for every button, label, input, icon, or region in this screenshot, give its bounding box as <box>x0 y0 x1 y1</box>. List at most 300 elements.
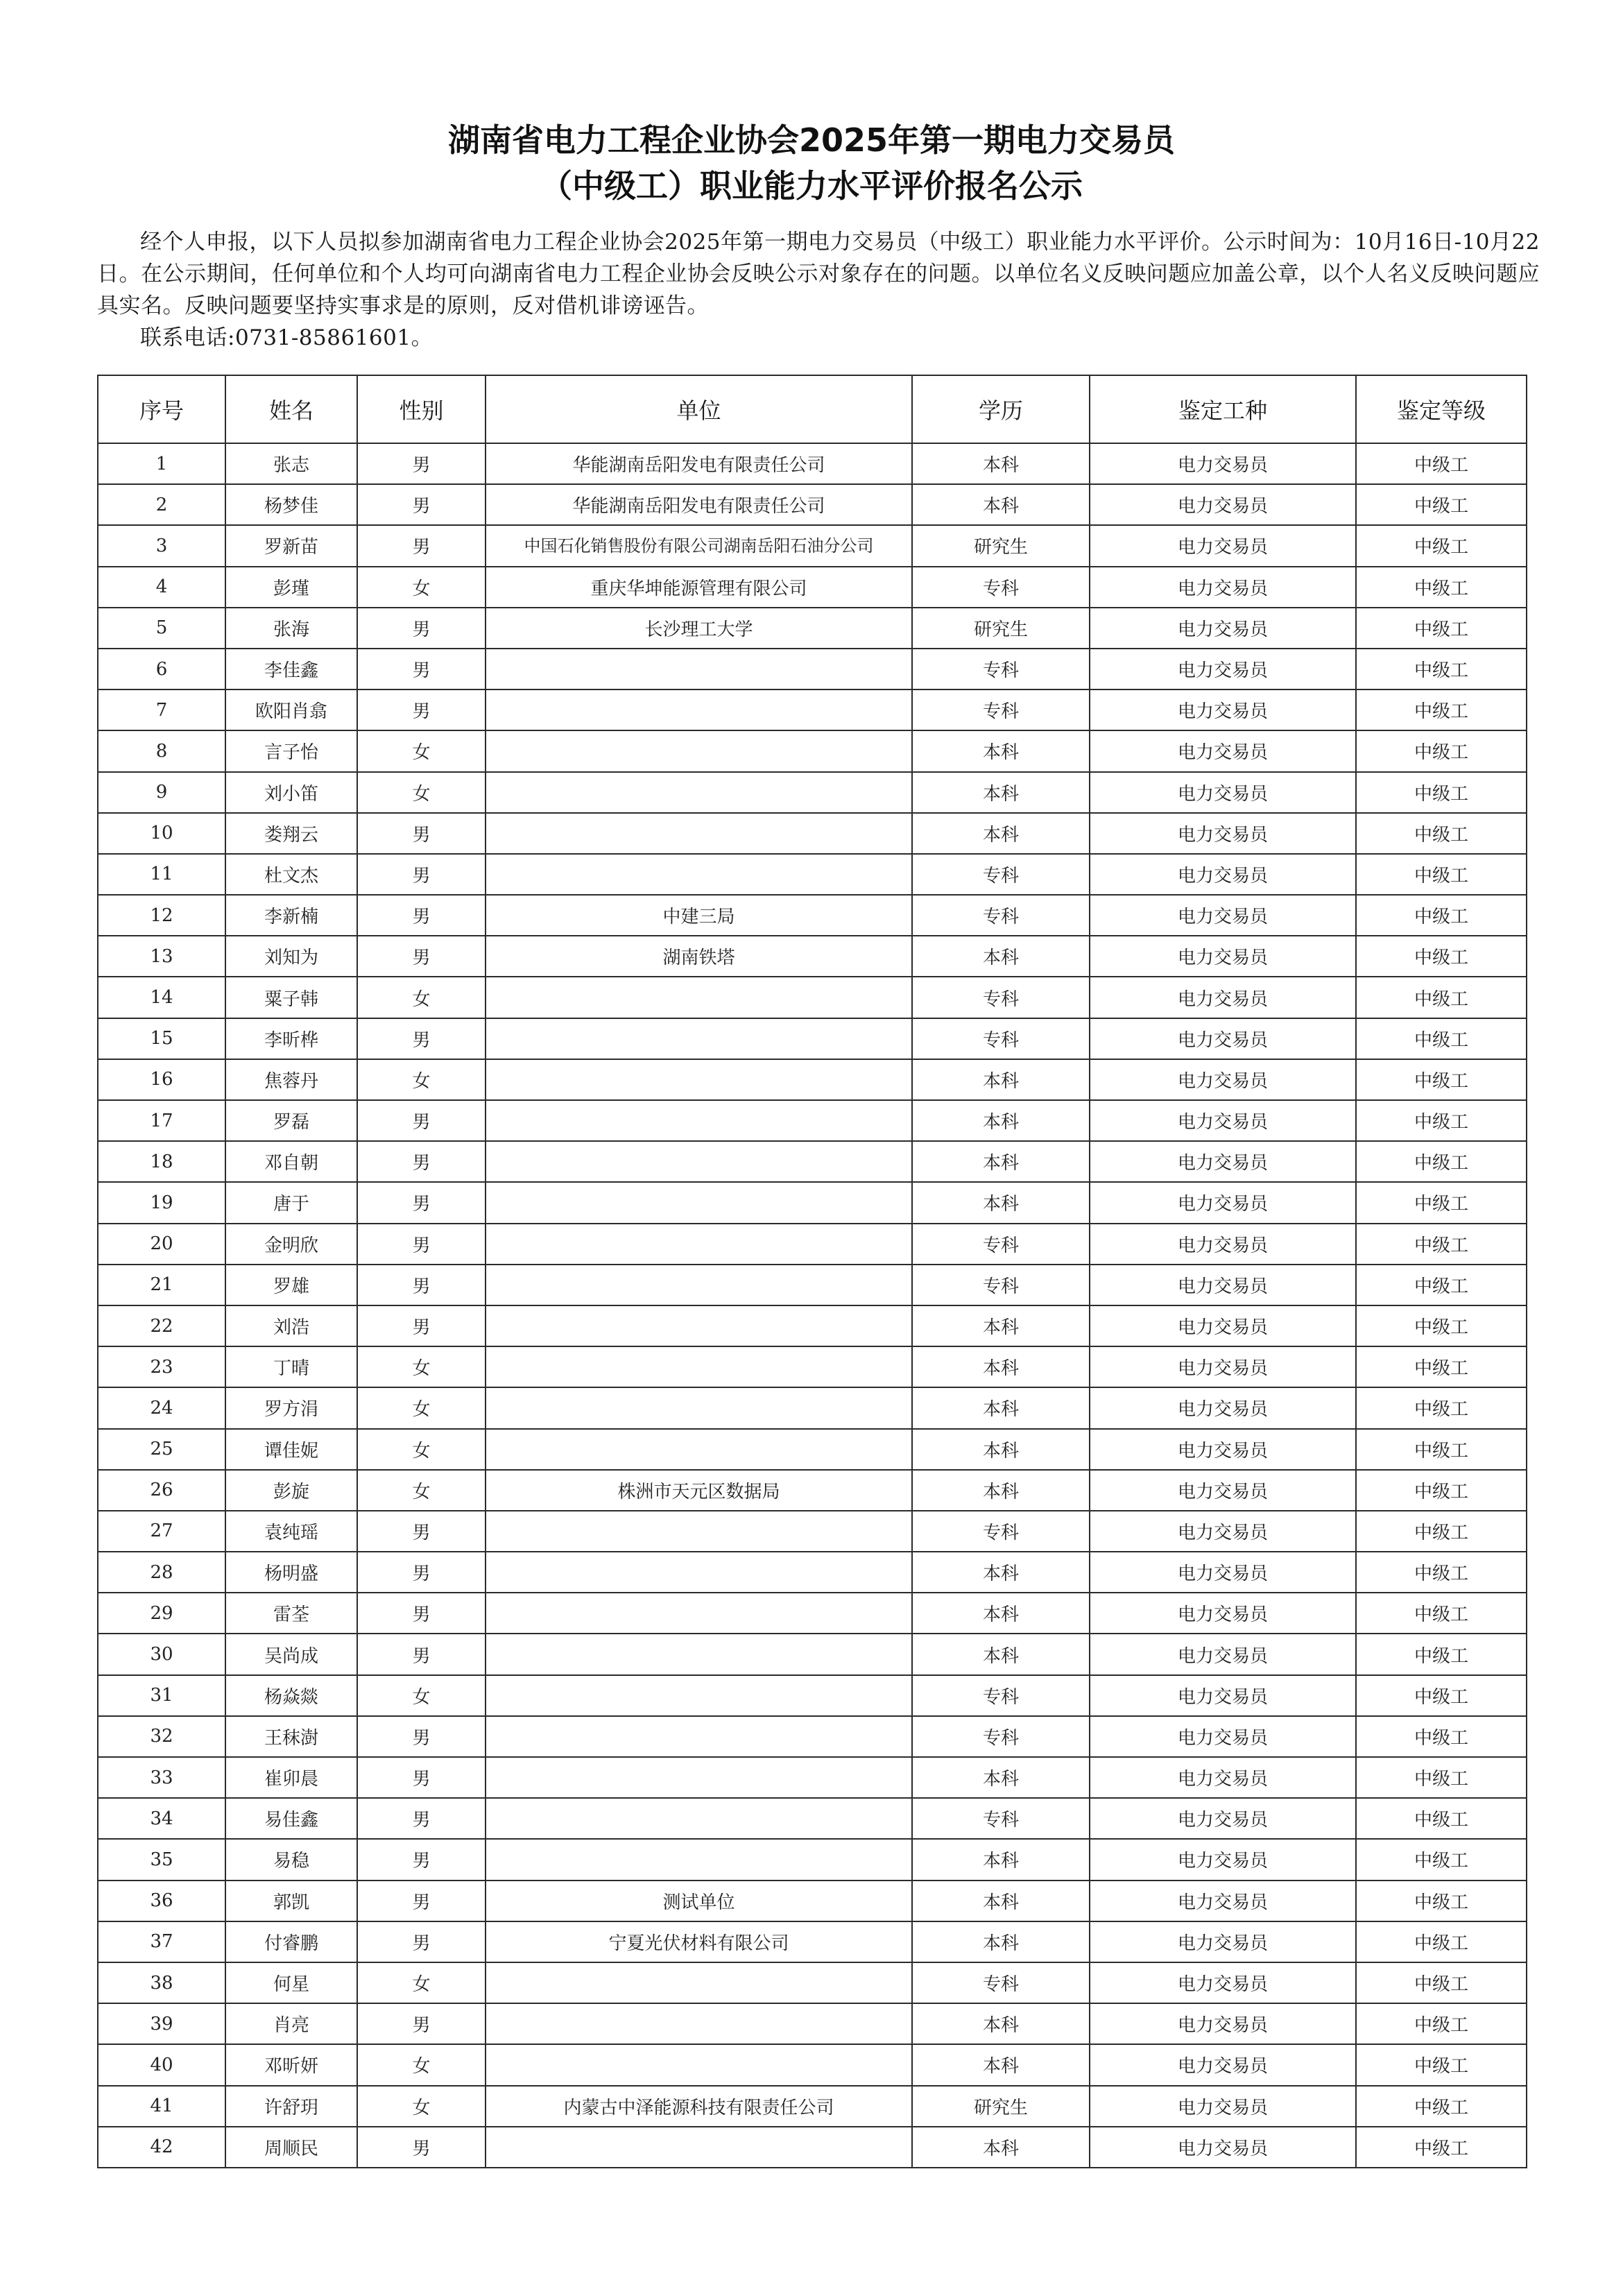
cell-name: 张志 <box>225 443 357 484</box>
cell-index: 27 <box>98 1511 225 1552</box>
cell-index: 2 <box>98 484 225 525</box>
cell-gender: 男 <box>357 608 486 649</box>
table-row <box>98 1757 1527 1798</box>
cell-name: 肖亮 <box>225 2003 357 2044</box>
cell-gender: 女 <box>357 772 486 813</box>
cell-name: 彭旋 <box>225 1470 357 1511</box>
cell-gender: 男 <box>357 1839 486 1880</box>
table-row <box>98 1182 1527 1223</box>
table-row <box>98 1100 1527 1141</box>
table-row <box>98 2044 1527 2085</box>
cell-gender: 男 <box>357 484 486 525</box>
cell-level: 中级工 <box>1356 567 1527 608</box>
cell-education: 研究生 <box>912 608 1090 649</box>
cell-gender: 男 <box>357 936 486 977</box>
table-row <box>98 1921 1527 1962</box>
cell-level: 中级工 <box>1356 1921 1527 1962</box>
cell-unit <box>486 1593 912 1634</box>
table-row <box>98 1716 1527 1757</box>
cell-name: 刘浩 <box>225 1305 357 1346</box>
cell-name: 彭瑾 <box>225 567 357 608</box>
cell-unit <box>486 1346 912 1387</box>
cell-education: 本科 <box>912 1059 1090 1100</box>
table-row <box>98 1141 1527 1182</box>
cell-level: 中级工 <box>1356 1716 1527 1757</box>
cell-gender: 男 <box>357 1511 486 1552</box>
cell-education: 本科 <box>912 730 1090 771</box>
cell-name: 崔卯晨 <box>225 1757 357 1798</box>
cell-name: 雷荃 <box>225 1593 357 1634</box>
cell-index: 14 <box>98 977 225 1018</box>
cell-level: 中级工 <box>1356 525 1527 566</box>
cell-name: 金明欣 <box>225 1224 357 1265</box>
cell-level: 中级工 <box>1356 730 1527 771</box>
header-name: 姓名 <box>225 375 357 443</box>
cell-gender: 女 <box>357 1387 486 1428</box>
cell-unit <box>486 1265 912 1305</box>
cell-job-type: 电力交易员 <box>1090 525 1356 566</box>
cell-education: 专科 <box>912 689 1090 730</box>
cell-job-type: 电力交易员 <box>1090 730 1356 771</box>
cell-education: 专科 <box>912 1511 1090 1552</box>
table-row <box>98 1962 1527 2003</box>
cell-unit <box>486 813 912 854</box>
cell-index: 10 <box>98 813 225 854</box>
cell-unit <box>486 854 912 895</box>
cell-gender: 男 <box>357 2127 486 2168</box>
cell-education: 本科 <box>912 1881 1090 1921</box>
cell-level: 中级工 <box>1356 608 1527 649</box>
cell-gender: 男 <box>357 649 486 689</box>
cell-unit <box>486 772 912 813</box>
cell-name: 袁纯瑶 <box>225 1511 357 1552</box>
cell-unit <box>486 1182 912 1223</box>
cell-index: 29 <box>98 1593 225 1634</box>
cell-job-type: 电力交易员 <box>1090 895 1356 936</box>
table-row <box>98 1429 1527 1470</box>
cell-unit <box>486 1757 912 1798</box>
cell-index: 19 <box>98 1182 225 1223</box>
table-row <box>98 1305 1527 1346</box>
cell-name: 易佳鑫 <box>225 1798 357 1839</box>
cell-education: 本科 <box>912 1305 1090 1346</box>
cell-level: 中级工 <box>1356 443 1527 484</box>
cell-gender: 女 <box>357 2044 486 2085</box>
cell-index: 17 <box>98 1100 225 1141</box>
cell-index: 26 <box>98 1470 225 1511</box>
cell-index: 12 <box>98 895 225 936</box>
cell-level: 中级工 <box>1356 484 1527 525</box>
cell-gender: 男 <box>357 1921 486 1962</box>
cell-education: 专科 <box>912 1798 1090 1839</box>
cell-index: 40 <box>98 2044 225 2085</box>
table-body <box>98 443 1527 2168</box>
table-row <box>98 649 1527 689</box>
cell-education: 专科 <box>912 1962 1090 2003</box>
table-row <box>98 1265 1527 1305</box>
cell-education: 本科 <box>912 1839 1090 1880</box>
cell-gender: 男 <box>357 1018 486 1059</box>
cell-level: 中级工 <box>1356 854 1527 895</box>
table-row <box>98 2127 1527 2168</box>
cell-education: 本科 <box>912 2127 1090 2168</box>
cell-job-type: 电力交易员 <box>1090 1387 1356 1428</box>
cell-index: 25 <box>98 1429 225 1470</box>
cell-unit: 华能湖南岳阳发电有限责任公司 <box>486 443 912 484</box>
cell-gender: 女 <box>357 1059 486 1100</box>
cell-gender: 男 <box>357 1757 486 1798</box>
cell-gender: 男 <box>357 854 486 895</box>
cell-gender: 男 <box>357 1593 486 1634</box>
cell-job-type: 电力交易员 <box>1090 1511 1356 1552</box>
cell-level: 中级工 <box>1356 977 1527 1018</box>
cell-job-type: 电力交易员 <box>1090 567 1356 608</box>
cell-level: 中级工 <box>1356 1962 1527 2003</box>
cell-name: 罗雄 <box>225 1265 357 1305</box>
cell-job-type: 电力交易员 <box>1090 1182 1356 1223</box>
cell-level: 中级工 <box>1356 649 1527 689</box>
table-row <box>98 1675 1527 1716</box>
cell-unit: 华能湖南岳阳发电有限责任公司 <box>486 484 912 525</box>
cell-index: 8 <box>98 730 225 771</box>
header-education: 学历 <box>912 375 1090 443</box>
cell-index: 6 <box>98 649 225 689</box>
cell-level: 中级工 <box>1356 1429 1527 1470</box>
cell-gender: 女 <box>357 1962 486 2003</box>
table-row <box>98 689 1527 730</box>
cell-level: 中级工 <box>1356 1141 1527 1182</box>
cell-index: 34 <box>98 1798 225 1839</box>
cell-education: 本科 <box>912 813 1090 854</box>
cell-unit <box>486 1675 912 1716</box>
cell-name: 杜文杰 <box>225 854 357 895</box>
cell-education: 本科 <box>912 443 1090 484</box>
table-row <box>98 1387 1527 1428</box>
cell-level: 中级工 <box>1356 2003 1527 2044</box>
cell-gender: 女 <box>357 1675 486 1716</box>
table-row <box>98 813 1527 854</box>
cell-index: 5 <box>98 608 225 649</box>
cell-job-type: 电力交易员 <box>1090 1429 1356 1470</box>
cell-index: 22 <box>98 1305 225 1346</box>
cell-index: 9 <box>98 772 225 813</box>
header-gender: 性别 <box>357 375 486 443</box>
cell-name: 欧阳肖翕 <box>225 689 357 730</box>
table-row <box>98 977 1527 1018</box>
cell-education: 专科 <box>912 977 1090 1018</box>
cell-gender: 女 <box>357 1346 486 1387</box>
cell-unit <box>486 1429 912 1470</box>
cell-level: 中级工 <box>1356 1265 1527 1305</box>
cell-unit <box>486 1059 912 1100</box>
table-row <box>98 525 1527 566</box>
cell-name: 言子怡 <box>225 730 357 771</box>
table-row <box>98 608 1527 649</box>
cell-level: 中级工 <box>1356 1675 1527 1716</box>
cell-level: 中级工 <box>1356 2086 1527 2127</box>
cell-job-type: 电力交易员 <box>1090 1716 1356 1757</box>
cell-index: 7 <box>98 689 225 730</box>
table-row <box>98 1059 1527 1100</box>
cell-level: 中级工 <box>1356 1224 1527 1265</box>
cell-name: 刘知为 <box>225 936 357 977</box>
cell-unit <box>486 2127 912 2168</box>
cell-education: 本科 <box>912 1100 1090 1141</box>
cell-unit <box>486 689 912 730</box>
cell-unit <box>486 1387 912 1428</box>
cell-unit <box>486 1839 912 1880</box>
table-row <box>98 1511 1527 1552</box>
cell-job-type: 电力交易员 <box>1090 1675 1356 1716</box>
cell-index: 23 <box>98 1346 225 1387</box>
cell-job-type: 电力交易员 <box>1090 1305 1356 1346</box>
cell-index: 20 <box>98 1224 225 1265</box>
cell-name: 罗新苗 <box>225 525 357 566</box>
cell-gender: 男 <box>357 689 486 730</box>
applicant-table <box>97 375 1527 2168</box>
cell-job-type: 电力交易员 <box>1090 2003 1356 2044</box>
document-title-line2: （中级工）职业能力水平评价报名公示 <box>540 167 1083 205</box>
cell-unit: 宁夏光伏材料有限公司 <box>486 1921 912 1962</box>
header-index: 序号 <box>98 375 225 443</box>
cell-education: 专科 <box>912 1018 1090 1059</box>
cell-level: 中级工 <box>1356 1757 1527 1798</box>
cell-unit <box>486 1018 912 1059</box>
table-row <box>98 772 1527 813</box>
table-row <box>98 1839 1527 1880</box>
cell-name: 何星 <box>225 1962 357 2003</box>
cell-gender: 男 <box>357 1552 486 1593</box>
cell-index: 30 <box>98 1634 225 1674</box>
cell-index: 15 <box>98 1018 225 1059</box>
cell-job-type: 电力交易员 <box>1090 936 1356 977</box>
cell-education: 研究生 <box>912 525 1090 566</box>
cell-education: 专科 <box>912 1716 1090 1757</box>
cell-education: 本科 <box>912 1387 1090 1428</box>
cell-name: 付睿鹏 <box>225 1921 357 1962</box>
cell-index: 16 <box>98 1059 225 1100</box>
cell-gender: 男 <box>357 1182 486 1223</box>
cell-level: 中级工 <box>1356 1881 1527 1921</box>
cell-index: 18 <box>98 1141 225 1182</box>
cell-level: 中级工 <box>1356 936 1527 977</box>
cell-gender: 男 <box>357 2003 486 2044</box>
cell-unit: 株洲市天元区数据局 <box>486 1470 912 1511</box>
cell-job-type: 电力交易员 <box>1090 1552 1356 1593</box>
cell-job-type: 电力交易员 <box>1090 1141 1356 1182</box>
cell-level: 中级工 <box>1356 1346 1527 1387</box>
cell-job-type: 电力交易员 <box>1090 2127 1356 2168</box>
cell-level: 中级工 <box>1356 1839 1527 1880</box>
table-row <box>98 730 1527 771</box>
table-row <box>98 1224 1527 1265</box>
cell-name: 粟子韩 <box>225 977 357 1018</box>
cell-level: 中级工 <box>1356 1387 1527 1428</box>
cell-education: 本科 <box>912 2044 1090 2085</box>
table-row <box>98 1018 1527 1059</box>
cell-unit: 中国石化销售股份有限公司湖南岳阳石油分公司 <box>486 525 912 566</box>
cell-job-type: 电力交易员 <box>1090 1798 1356 1839</box>
cell-job-type: 电力交易员 <box>1090 1265 1356 1305</box>
cell-index: 39 <box>98 2003 225 2044</box>
cell-level: 中级工 <box>1356 1059 1527 1100</box>
cell-index: 42 <box>98 2127 225 2168</box>
cell-unit <box>486 730 912 771</box>
cell-name: 罗磊 <box>225 1100 357 1141</box>
cell-job-type: 电力交易员 <box>1090 772 1356 813</box>
header-level: 鉴定等级 <box>1356 375 1527 443</box>
table-row <box>98 484 1527 525</box>
contact-line: 联系电话:0731-85861601。 <box>140 325 433 350</box>
cell-unit <box>486 977 912 1018</box>
cell-index: 28 <box>98 1552 225 1593</box>
cell-level: 中级工 <box>1356 1470 1527 1511</box>
cell-gender: 男 <box>357 895 486 936</box>
cell-gender: 男 <box>357 443 486 484</box>
cell-index: 36 <box>98 1881 225 1921</box>
cell-index: 4 <box>98 567 225 608</box>
cell-job-type: 电力交易员 <box>1090 2044 1356 2085</box>
cell-job-type: 电力交易员 <box>1090 1018 1356 1059</box>
cell-gender: 女 <box>357 567 486 608</box>
table-row <box>98 1881 1527 1921</box>
cell-unit <box>486 1552 912 1593</box>
cell-unit <box>486 1141 912 1182</box>
cell-education: 本科 <box>912 1757 1090 1798</box>
cell-level: 中级工 <box>1356 772 1527 813</box>
cell-job-type: 电力交易员 <box>1090 1881 1356 1921</box>
cell-education: 专科 <box>912 1224 1090 1265</box>
cell-index: 38 <box>98 1962 225 2003</box>
cell-gender: 女 <box>357 977 486 1018</box>
cell-gender: 男 <box>357 1881 486 1921</box>
cell-level: 中级工 <box>1356 2127 1527 2168</box>
cell-name: 罗方涓 <box>225 1387 357 1428</box>
cell-education: 本科 <box>912 1470 1090 1511</box>
cell-job-type: 电力交易员 <box>1090 1921 1356 1962</box>
cell-gender: 男 <box>357 1798 486 1839</box>
cell-education: 本科 <box>912 1429 1090 1470</box>
cell-unit: 测试单位 <box>486 1881 912 1921</box>
cell-job-type: 电力交易员 <box>1090 1224 1356 1265</box>
cell-education: 本科 <box>912 1346 1090 1387</box>
cell-job-type: 电力交易员 <box>1090 2086 1356 2127</box>
cell-unit: 中建三局 <box>486 895 912 936</box>
table-row <box>98 1634 1527 1674</box>
cell-education: 本科 <box>912 936 1090 977</box>
cell-unit <box>486 1511 912 1552</box>
cell-index: 32 <box>98 1716 225 1757</box>
cell-name: 焦蓉丹 <box>225 1059 357 1100</box>
cell-level: 中级工 <box>1356 1100 1527 1141</box>
cell-job-type: 电力交易员 <box>1090 443 1356 484</box>
cell-level: 中级工 <box>1356 1798 1527 1839</box>
cell-unit <box>486 2044 912 2085</box>
cell-gender: 女 <box>357 730 486 771</box>
cell-education: 专科 <box>912 895 1090 936</box>
cell-level: 中级工 <box>1356 1305 1527 1346</box>
cell-job-type: 电力交易员 <box>1090 649 1356 689</box>
cell-unit <box>486 1716 912 1757</box>
cell-unit <box>486 1224 912 1265</box>
table-row <box>98 1346 1527 1387</box>
cell-gender: 女 <box>357 2086 486 2127</box>
cell-gender: 男 <box>357 1716 486 1757</box>
cell-name: 邓自朝 <box>225 1141 357 1182</box>
table-row <box>98 1593 1527 1634</box>
cell-name: 李新楠 <box>225 895 357 936</box>
cell-index: 33 <box>98 1757 225 1798</box>
cell-job-type: 电力交易员 <box>1090 1757 1356 1798</box>
cell-gender: 男 <box>357 1305 486 1346</box>
table-row <box>98 854 1527 895</box>
cell-unit <box>486 2003 912 2044</box>
cell-name: 唐于 <box>225 1182 357 1223</box>
cell-gender: 男 <box>357 1141 486 1182</box>
cell-name: 李佳鑫 <box>225 649 357 689</box>
cell-level: 中级工 <box>1356 2044 1527 2085</box>
table-row <box>98 1552 1527 1593</box>
cell-name: 刘小笛 <box>225 772 357 813</box>
cell-education: 本科 <box>912 1552 1090 1593</box>
cell-education: 本科 <box>912 1921 1090 1962</box>
cell-unit <box>486 1962 912 2003</box>
header-job-type: 鉴定工种 <box>1090 375 1356 443</box>
cell-job-type: 电力交易员 <box>1090 1346 1356 1387</box>
cell-job-type: 电力交易员 <box>1090 1593 1356 1634</box>
cell-education: 专科 <box>912 1675 1090 1716</box>
cell-level: 中级工 <box>1356 1593 1527 1634</box>
cell-name: 周顺民 <box>225 2127 357 2168</box>
cell-education: 本科 <box>912 772 1090 813</box>
cell-name: 易稳 <box>225 1839 357 1880</box>
cell-job-type: 电力交易员 <box>1090 1839 1356 1880</box>
cell-job-type: 电力交易员 <box>1090 813 1356 854</box>
cell-job-type: 电力交易员 <box>1090 1634 1356 1674</box>
cell-job-type: 电力交易员 <box>1090 854 1356 895</box>
header-unit: 单位 <box>486 375 912 443</box>
cell-job-type: 电力交易员 <box>1090 608 1356 649</box>
cell-index: 37 <box>98 1921 225 1962</box>
table-header-row <box>98 375 1527 443</box>
cell-index: 35 <box>98 1839 225 1880</box>
cell-job-type: 电力交易员 <box>1090 977 1356 1018</box>
cell-index: 13 <box>98 936 225 977</box>
table-row <box>98 1470 1527 1511</box>
cell-name: 李昕桦 <box>225 1018 357 1059</box>
cell-name: 王秣澍 <box>225 1716 357 1757</box>
cell-education: 本科 <box>912 1634 1090 1674</box>
cell-gender: 男 <box>357 813 486 854</box>
cell-education: 本科 <box>912 1141 1090 1182</box>
cell-name: 杨焱燚 <box>225 1675 357 1716</box>
cell-gender: 男 <box>357 1265 486 1305</box>
cell-index: 41 <box>98 2086 225 2127</box>
cell-name: 谭佳妮 <box>225 1429 357 1470</box>
cell-unit <box>486 1634 912 1674</box>
cell-index: 24 <box>98 1387 225 1428</box>
cell-education: 本科 <box>912 1182 1090 1223</box>
cell-index: 31 <box>98 1675 225 1716</box>
cell-job-type: 电力交易员 <box>1090 1470 1356 1511</box>
cell-gender: 男 <box>357 1634 486 1674</box>
cell-level: 中级工 <box>1356 1552 1527 1593</box>
cell-level: 中级工 <box>1356 813 1527 854</box>
cell-job-type: 电力交易员 <box>1090 1100 1356 1141</box>
cell-education: 本科 <box>912 2003 1090 2044</box>
cell-unit <box>486 1100 912 1141</box>
cell-unit: 重庆华坤能源管理有限公司 <box>486 567 912 608</box>
